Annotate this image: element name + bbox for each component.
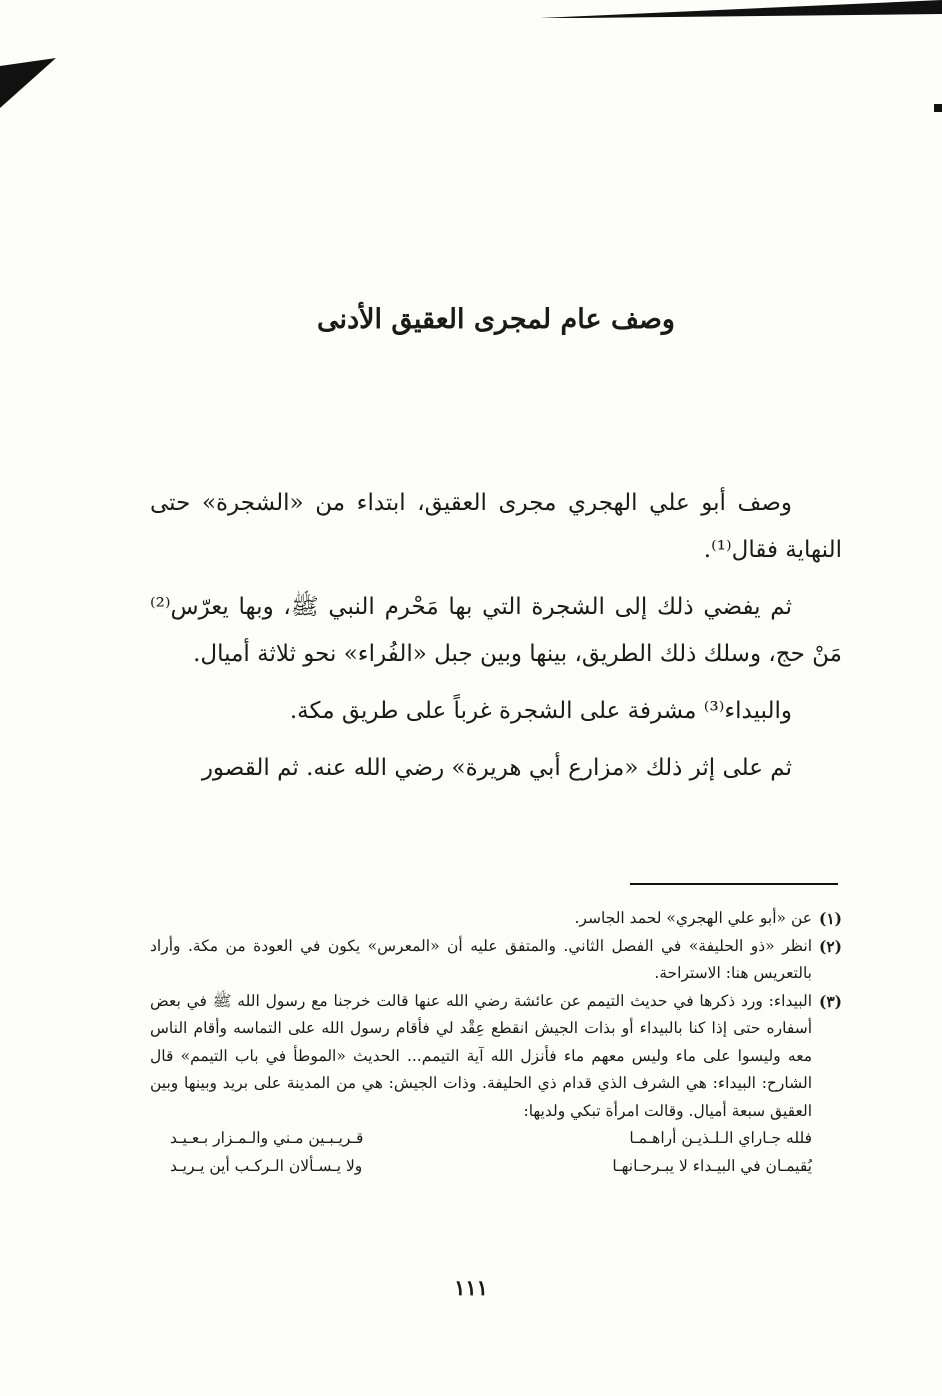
footnote-text: البيداء: ورد ذكرها في حديث التيمم عن عائشة رضي الله عنها قالت خرجنا مع رسول الله ﷺ في بعض أسفاره حتى إذا كنا بالبيداء أو بذات الجيش انقطع عِقْد لي فأقام رسول الله على التماسه وأقام الناس معه وليسوا على ماء وليس معهم ماء فأنزل الله آية التيمم... الحديث «الموطأ في باب التيمم» قال الشارح: البيداء: هي الشرف الذي قدام ذي الحليفة. وذات الجيش: هي من المدينة على بريد وبينها وبين العقيق سبعة أميال. وقالت امرأة تبكي ولديها:	[150, 991, 812, 1120]
verse-first-hemistich: يُقيمـان في البيـداء لا يبـرحـانهـا	[612, 1156, 812, 1175]
poem-verse	[150, 1153, 812, 1181]
footnote-text: انظر «ذو الحليفة» في الفصل الثاني. والمتفق عليه أن «المعرس» يكون في العودة من مكة. وأراد بالتعريس هنا: الاستراحة.	[150, 936, 812, 982]
paragraph: ثم على إثر ذلك «مزارع أبي هريرة» رضي الله عنه. ثم القصور	[201, 755, 792, 781]
footnote-text: عن «أبو علي الهجري» لحمد الجاسر.	[574, 909, 812, 927]
footnote-number: (٢)	[818, 936, 842, 956]
page-number: ١١١	[454, 1275, 488, 1300]
footnote	[150, 905, 842, 933]
chapter-title: وصف عام لمجرى العقيق الأدنى	[317, 304, 675, 335]
footnotes	[150, 905, 842, 1180]
footnote	[150, 933, 842, 988]
poem-verse	[150, 1125, 812, 1153]
paragraph: ثم يفضي ذلك إلى الشجرة التي بها مَحْرم النبي ﷺ، وبها يعرّس⁽²⁾ مَنْ حج، وسلك ذلك الطريق، بينها وبين جبل «الفُراء» نحو ثلاثة أميال.	[150, 594, 842, 667]
verse-second-hemistich: ولا يـسـألان الـركـب أين يـريـد	[170, 1156, 363, 1175]
verse-second-hemistich: قـريـبـين مـني والـمـزار بـعـيـد	[170, 1129, 364, 1147]
verse-first-hemistich: فلله جـاراي الـلـذيـن أراهـمـا	[629, 1129, 812, 1147]
scan-artifact-top	[540, 0, 942, 18]
paragraph: والبيداء⁽³⁾ مشرفة على الشجرة غرباً على طريق مكة.	[289, 698, 792, 724]
scan-artifact-dot	[934, 104, 942, 112]
paragraph: وصف أبو علي الهجري مجرى العقيق، ابتداء من «الشجرة» حتى النهاية فقال⁽¹⁾.	[150, 490, 842, 563]
body-text	[150, 480, 842, 802]
footnote-number: (٣)	[818, 991, 842, 1011]
footnote-number: (١)	[818, 909, 842, 928]
scan-artifact-left	[0, 58, 60, 110]
footnote	[150, 988, 842, 1126]
footnote-separator	[630, 883, 838, 885]
